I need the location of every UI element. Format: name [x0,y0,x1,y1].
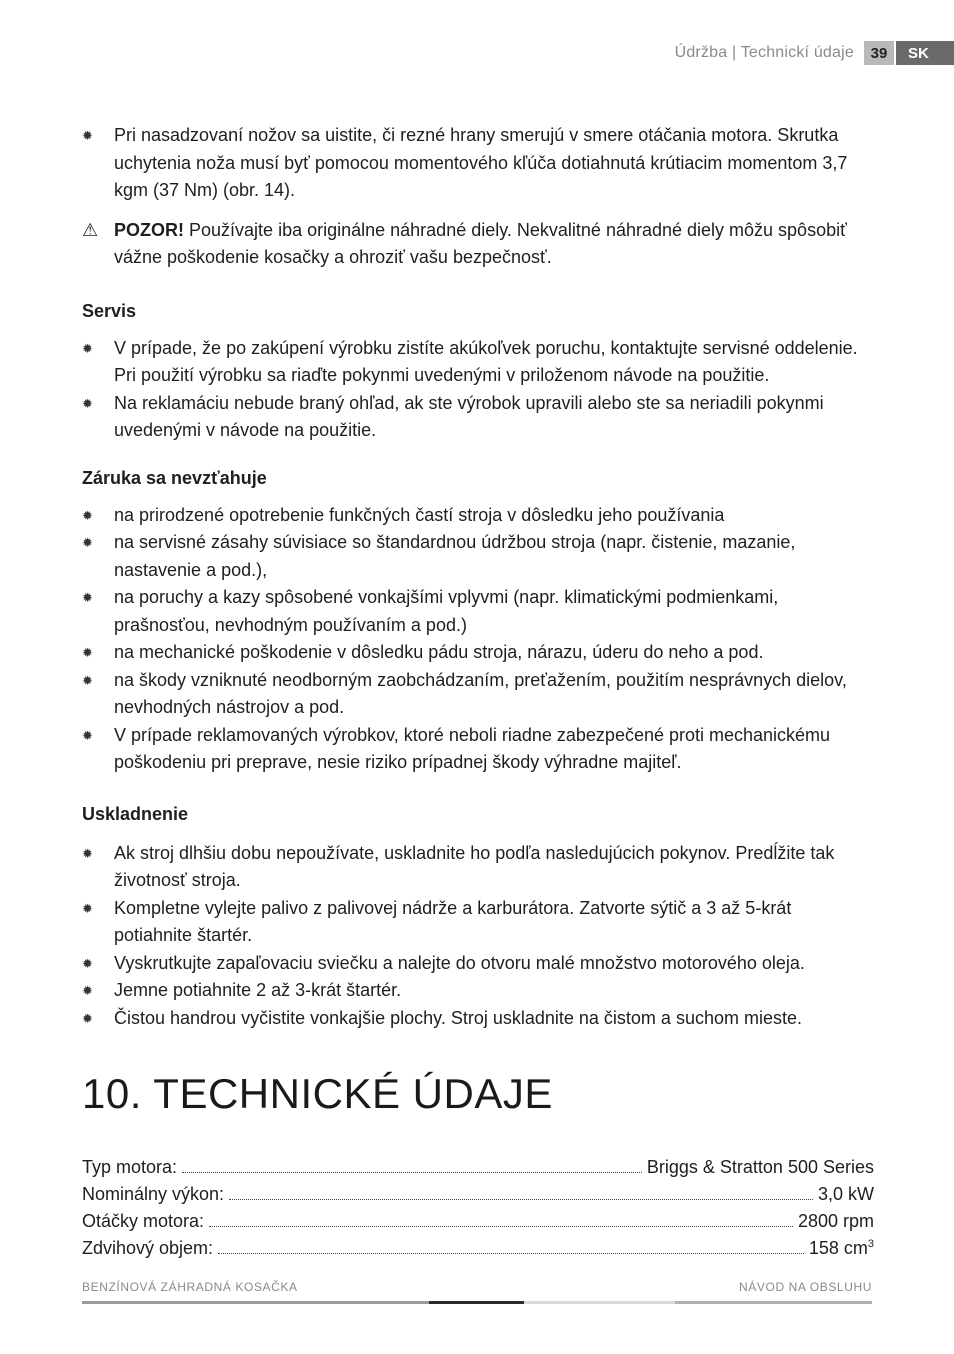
section-heading-servis: Servis [82,300,137,321]
page-number: 39 [864,41,894,65]
gear-bullet-icon: ✹ [82,900,93,916]
dot-leader [218,1253,804,1254]
gear-bullet-icon: ✹ [82,955,93,971]
list-item: ✹ Kompletne vylejte palivo z palivovej nádrže a karburátora. Zatvorte sýtič a 3 až 5-krát potiahnite štartér. [82,895,874,950]
spec-row [82,1154,874,1181]
footer-bar-segment [675,1301,872,1304]
spec-row [82,1181,874,1208]
gear-bullet-icon: ✹ [82,507,93,523]
header-section-title: Údržba | Technickí údaje [674,44,854,61]
spec-value: Briggs & Stratton 500 Series [646,1157,874,1177]
gear-bullet-icon: ✹ [82,128,93,143]
footer-bar-segment [82,1301,429,1304]
footer-bar-segment [429,1301,524,1304]
warning-text: Používajte iba originálne náhradné diely. Nekvalitné náhradné diely môžu spôsobiť vážne poškodenie kosačky a ohroziť vašu bezpečnosť. [114,219,847,267]
list-item: ✹ na poruchy a kazy spôsobené vonkajšími vplyvmi (napr. klimatickými podmienkami, prašnosťou, nevhodným používaním a pod.) [82,584,874,639]
spec-label: Typ motora: [82,1157,178,1177]
list-item: ✹ Jemne potiahnite 2 až 3-krát štartér. [82,977,874,1005]
servis-list [82,335,874,445]
spec-value: 158 $cm^3$ [808,1238,874,1258]
intro-list [82,122,874,205]
warning-label: POZOR! [114,219,184,240]
gear-bullet-icon: ✹ [82,590,93,605]
list-item: ✹ na mechanické poškodenie v dôsledku pádu stroja, nárazu, úderu do neho a pod. [82,639,874,667]
spec-row [82,1235,874,1262]
gear-bullet-icon: ✹ [82,845,93,861]
gear-bullet-icon: ✹ [82,672,93,688]
footer-bar [82,1301,872,1304]
list-item: ✹ na prirodzené opotrebenie funkčných častí stroja v dôsledku jeho používania [82,502,874,530]
gear-bullet-icon: ✹ [82,983,93,998]
dot-leader [182,1172,642,1173]
gear-bullet-icon: ✹ [82,645,93,660]
list-item: ✹ Vyskrutkujte zapaľovaciu sviečku a nalejte do otvoru malé množstvo motorového oleja. [82,950,874,978]
section-heading-uskladnenie: Uskladnenie [82,803,189,824]
list-item: ✹ Ak stroj dlhšiu dobu nepoužívate, uskladnite ho podľa nasledujúcich pokynov. Predĺžite tak životnosť stroja. [82,840,874,895]
spec-value: 3,0 kW [817,1184,874,1204]
spec-table [82,1154,874,1262]
list-item: ✹ Pri nasadzovaní nožov sa uistite, či rezné hrany smerujú v smere otáčania motora. Skrutka uchytenia noža musí byť pomocou momentového kľúča dotiahnutá krútiacim momentom 3,7 kgm (37 Nm) (obr. 14). [82,122,874,205]
spec-label: Nominálny výkon: [82,1184,225,1204]
spec-label: Otáčky motora: [82,1211,205,1231]
language-badge: SK [896,41,954,65]
footer-manual-name: NÁVOD NA OBSLUHU [739,1280,872,1294]
dot-leader [209,1226,793,1227]
uskladnenie-list [82,840,874,1033]
gear-bullet-icon: ✹ [82,340,93,356]
gear-bullet-icon: ✹ [82,395,93,411]
footer-product-name: BENZÍNOVÁ ZÁHRADNÁ KOSAČKA [82,1280,298,1294]
warning-triangle-icon: ⚠ [82,219,99,240]
page-content [82,122,874,1262]
gear-bullet-icon: ✹ [82,535,93,550]
footer-bar-segment [524,1301,675,1304]
list-item: ✹ na servisné zásahy súvisiace so štandardnou údržbou stroja (napr. čistenie, mazanie, nastavenie a pod.), [82,529,874,584]
page-header [675,40,954,66]
spec-row [82,1208,874,1235]
gear-bullet-icon: ✹ [82,1010,93,1026]
chapter-heading: 10. TECHNICKÉ ÚDAJE [82,1070,553,1117]
spec-label: Zdvihový objem: [82,1238,214,1258]
warning-note [82,217,874,272]
gear-bullet-icon: ✹ [82,727,93,743]
list-item: ✹ V prípade, že po zakúpení výrobku zistíte akúkoľvek poruchu, kontaktujte servisné oddelenie. Pri použití výrobku sa riaďte pokynmi uvedenými v priloženom návode na použitie. [82,335,874,390]
list-item: ✹ na škody vzniknuté neodborným zaobchádzaním, preťažením, použitím nesprávnych dielov, nevhodných nástrojov a pod. [82,667,874,722]
spec-value: 2800 rpm [797,1211,874,1231]
list-item: ✹ Na reklamáciu nebude braný ohľad, ak ste výrobok upravili alebo ste sa neriadili pokynmi uvedenými v návode na použitie. [82,390,874,445]
list-item: ✹ V prípade reklamovaných výrobkov, ktoré neboli riadne zabezpečené proti mechanickému poškodeniu pri preprave, nesie riziko prípadnej škody výhradne majiteľ. [82,722,874,777]
superscript: 3 [867,1238,874,1250]
dot-leader [229,1199,813,1200]
list-item: ✹ Čistou handrou vyčistite vonkajšie plochy. Stroj uskladnite na čistom a suchom mieste. [82,1005,874,1033]
section-heading-zaruka: Záruka sa nevzťahuje [82,467,267,488]
zaruka-list [82,502,874,777]
